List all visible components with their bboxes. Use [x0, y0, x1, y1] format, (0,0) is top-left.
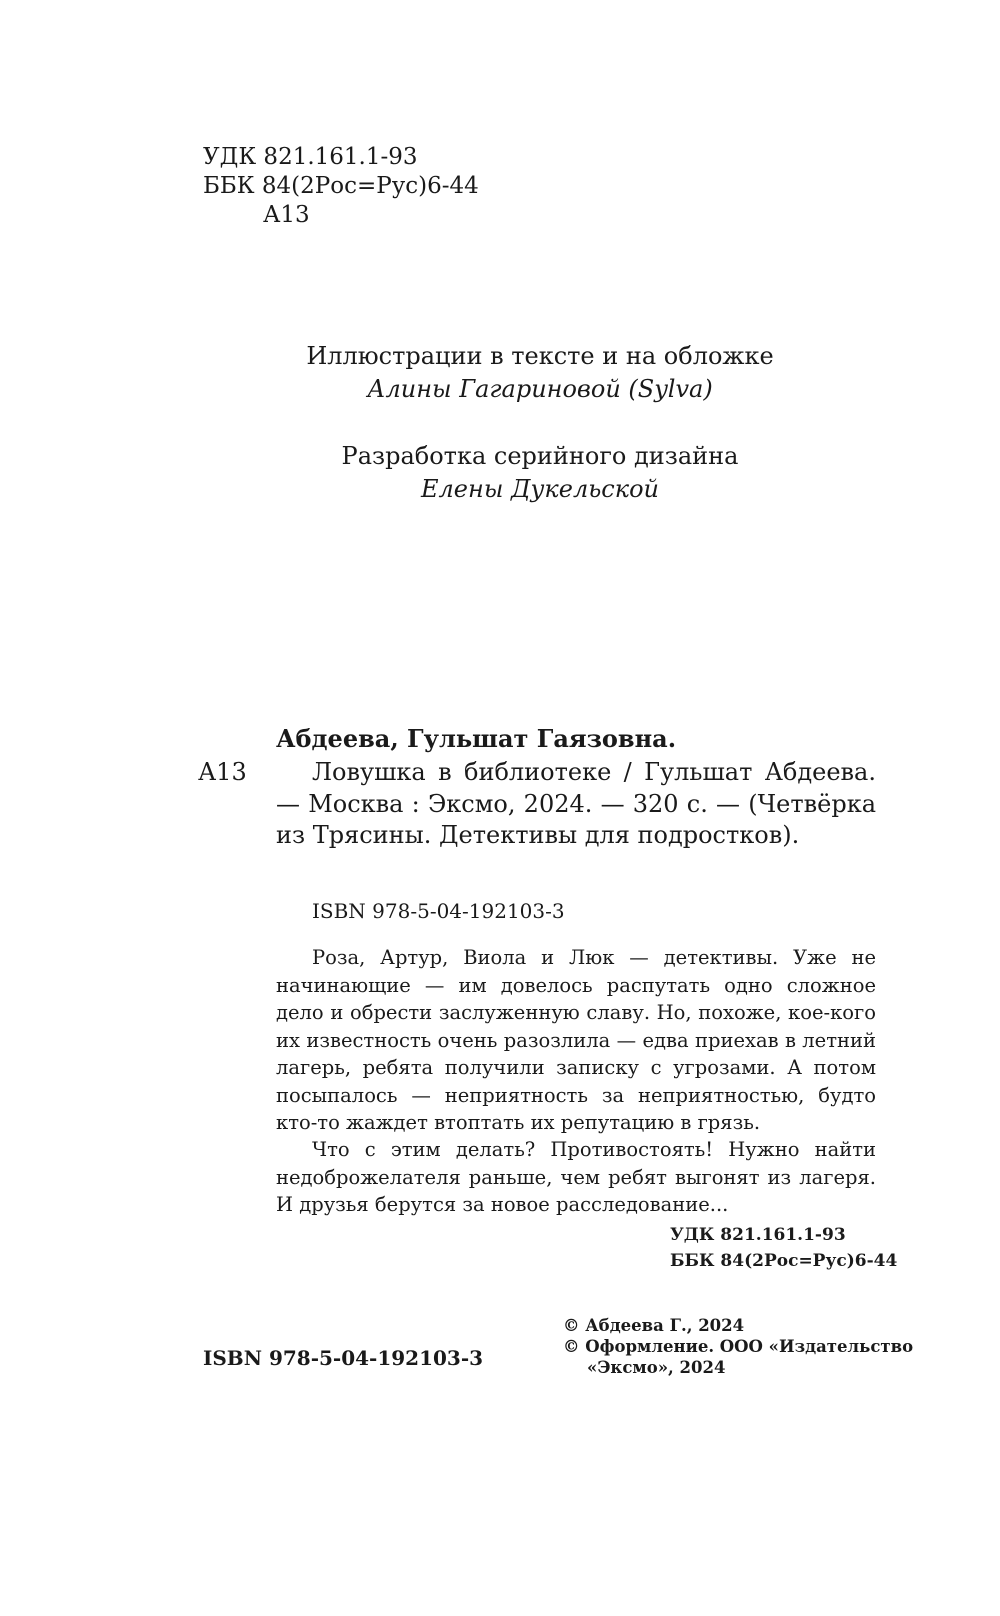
annotation-paragraph-2: Что с этим делать? Противостоять! Нужно найти недоброжелателя раньше, чем ребят выгонят из лагеря. И друзья берутся за новое расследование... — [276, 1138, 876, 1216]
illustrations-credit — [40, 340, 1000, 406]
isbn-main: ISBN 978-5-04-192103-3 — [203, 1346, 484, 1370]
udk-code: УДК 821.161.1-93 — [203, 144, 418, 170]
record-description: Ловушка в библиотеке / Гульшат Абдеева. — Москва : Эксмо, 2024. — 320 с. — (Четвёрка из Трясины. Детективы для подростков). — [276, 758, 876, 849]
copyright-publisher: «Эксмо», 2024 — [587, 1358, 726, 1377]
bottom-classification-codes — [670, 1222, 897, 1274]
copyright-author: © Абдеева Г., 2024 — [563, 1316, 745, 1335]
illustrations-role: Иллюстрации в тексте и на обложке — [306, 342, 774, 370]
record-author: Абдеева, Гульшат Гаязовна. — [276, 724, 677, 753]
annotation-paragraph-1: Роза, Артур, Виола и Люк — детективы. Уже не начинающие — им довелось распутать одно сложное дело и обрести заслуженную славу. Но, похоже, кое-кого их известность очень разозлила — едва приехав в летний лагерь, ребята получили записку с угрозами. А потом посыпалось — неприятность за неприятностью, будто кто-то жаждет втоптать их репутацию в грязь. — [276, 946, 876, 1134]
record-isbn: ISBN 978-5-04-192103-3 — [312, 899, 565, 923]
design-credit — [40, 440, 1000, 506]
designer-name: Елены Дукельской — [421, 475, 659, 503]
record-author-sign: А13 — [198, 758, 247, 786]
author-sign: А13 — [263, 202, 310, 228]
copyright-design: © Оформление. ООО «Издательство — [563, 1337, 914, 1356]
copyright-block — [563, 1315, 913, 1378]
bottom-udk-code: УДК 821.161.1-93 — [670, 1225, 846, 1245]
bbk-code: ББК 84(2Рос=Рус)6-44 — [203, 173, 479, 199]
design-role: Разработка серийного дизайна — [341, 442, 739, 470]
top-classification-codes — [203, 143, 479, 230]
bottom-bbk-code: ББК 84(2Рос=Рус)6-44 — [670, 1251, 898, 1271]
illustrator-name: Алины Гагариновой (Sylva) — [367, 375, 713, 403]
